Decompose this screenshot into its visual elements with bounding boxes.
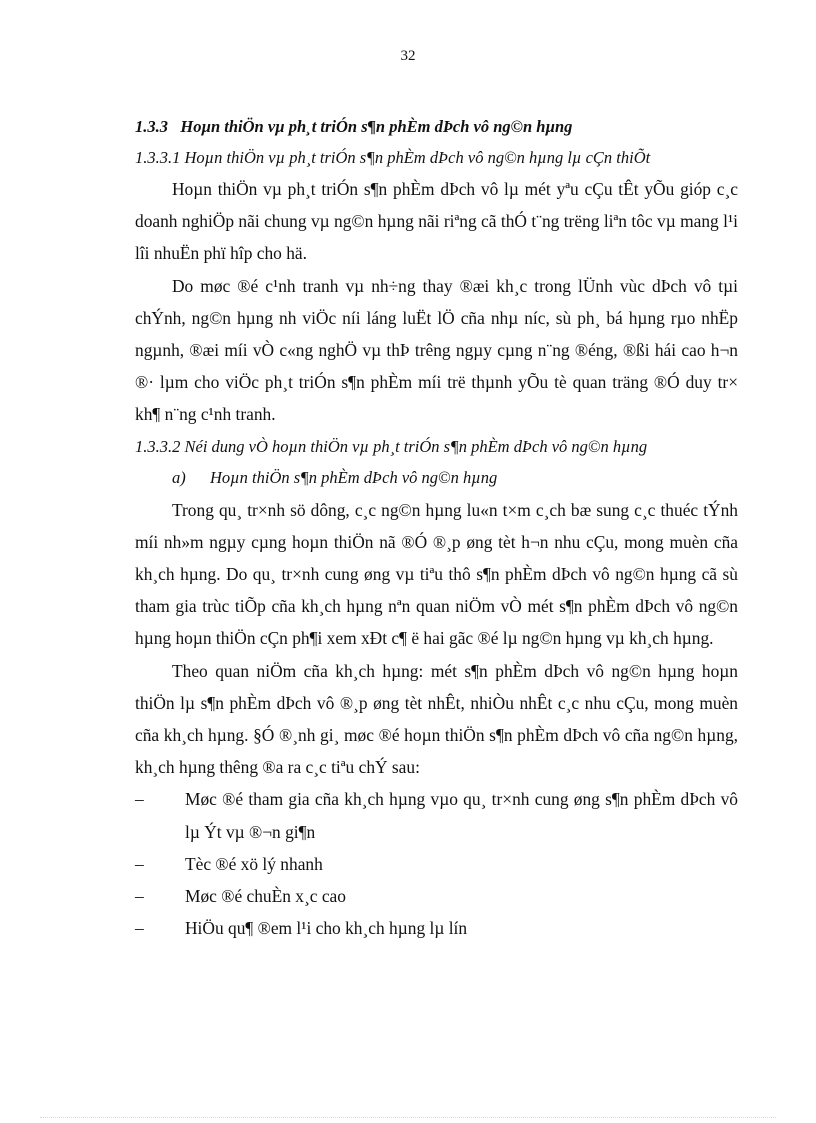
paragraph	[135, 173, 738, 270]
paragraph-text: Hoµn thiÖn vµ ph¸t triÓn s¶n phÈm dÞch vô lµ mét yªu cÇu tÊt yÕu gióp c¸c doanh nghiÖp nãi chung vµ ng©n hµng nãi riªng cã thÓ t¨ng trëng liªn tôc vµ mang l¹i lîi nhuËn phï hîp cho hä.	[135, 179, 738, 264]
section-number: 1.3.3	[135, 117, 168, 136]
section-heading-1-3-3-1	[135, 142, 738, 173]
section-number: 1.3.3.1	[135, 148, 181, 167]
section-title: Hoµn thiÖn vµ ph¸t triÓn s¶n phÈm dÞch vô ng©n hµng	[180, 117, 573, 136]
dash-marker: –	[135, 886, 144, 907]
subsection-heading-a	[135, 462, 738, 494]
criteria-list-item	[135, 848, 738, 880]
page-number: 32	[400, 48, 416, 64]
criteria-list-item	[135, 912, 738, 944]
section-title: Hoµn thiÖn vµ ph¸t triÓn s¶n phÈm dÞch vô ng©n hµng lµ cÇn thiÕt	[184, 148, 651, 167]
section-title: Néi dung vÒ hoµn thiÖn vµ ph¸t triÓn s¶n phÈm dÞch vô ng©n hµng	[184, 436, 648, 456]
dash-marker: –	[135, 853, 144, 874]
criteria-list-item	[135, 880, 738, 912]
dash-marker: –	[135, 789, 144, 810]
paragraph-text: Trong qu¸ tr×nh sö dông, c¸c ng©n hµng lu«n t×m c¸ch bæ sung c¸c thuéc tÝnh míi nh»m ngµy cµng hoµn thiÖn nã ®Ó ®¸p øng tèt h¬n nhu cÇu, mong muèn cña kh¸ch hµng. Do qu¸ tr×nh cung øng vµ tiªu thô s¶n phÈm dÞch vô ng©n hµng cã sù tham gia trùc tiÕp cña kh¸ch hµng nªn quan niÖm vÒ mét s¶n phÈm dÞch vô ng©n hµng hoµn thiÖn cÇn ph¶i xem xÐt c¶ ë hai gãc ®é lµ ng©n hµng vµ kh¸ch hµng.	[135, 499, 738, 649]
criteria-text: Møc ®é chuÈn x¸c cao	[185, 886, 346, 907]
paragraph-text: Do møc ®é c¹nh tranh vµ nh÷ng thay ®æi kh¸c trong lÜnh vùc dÞch vô tµi chÝnh, ng©n hµng nh viÖc níi láng luËt lÖ cña nhµ níc, sù ph¸ bá hµng rµo nhËp ngµnh, ®æi míi vÒ c«ng nghÖ vµ thÞ trêng ngµy cµng n¨ng ®éng, ®ßi hái cao h¬n ®· lµm cho viÖc ph¸t triÓn s¶n phÈm míi trë thµnh yÕu tè quan träng ®Ó duy tr× kh¶ n¨ng c¹nh tranh.	[135, 275, 738, 425]
criteria-text: HiÖu qu¶ ®em l¹i cho kh¸ch hµng lµ lín	[185, 918, 468, 939]
page-bottom-divider	[40, 1117, 776, 1118]
criteria-text: Møc ®é tham gia cña kh¸ch hµng vµo qu¸ tr×nh cung øng s¶n phÈm dÞch vô lµ Ýt vµ ®¬n gi¶n	[185, 789, 738, 842]
dash-marker: –	[135, 918, 144, 939]
criteria-list-item	[135, 783, 738, 847]
document-body	[135, 112, 738, 944]
section-number: 1.3.3.2	[135, 436, 181, 456]
section-heading-1-3-3	[135, 112, 738, 142]
paragraph-text: Theo quan niÖm cña kh¸ch hµng: mét s¶n phÈm dÞch vô ng©n hµng hoµn thiÖn lµ s¶n phÈm dÞch vô ®¸p øng tèt nhÊt, nhiÒu nhÊt c¸c nhu cÇu, mong muèn cña kh¸ch hµng. §Ó ®¸nh gi¸ møc ®é hoµn thiÖn s¶n phÈm dÞch vô cña ng©n hµng, kh¸ch hµng thêng ®a ra c¸c tiªu chÝ sau:	[135, 660, 738, 778]
criteria-text: Tèc ®é xö lý nhanh	[185, 853, 323, 874]
paragraph	[135, 494, 738, 655]
subsection-marker: a)	[172, 467, 186, 487]
section-heading-1-3-3-2	[135, 431, 738, 462]
paragraph	[135, 270, 738, 431]
paragraph	[135, 655, 738, 784]
subsection-title: Hoµn thiÖn s¶n phÈm dÞch vô ng©n hµng	[210, 467, 498, 487]
